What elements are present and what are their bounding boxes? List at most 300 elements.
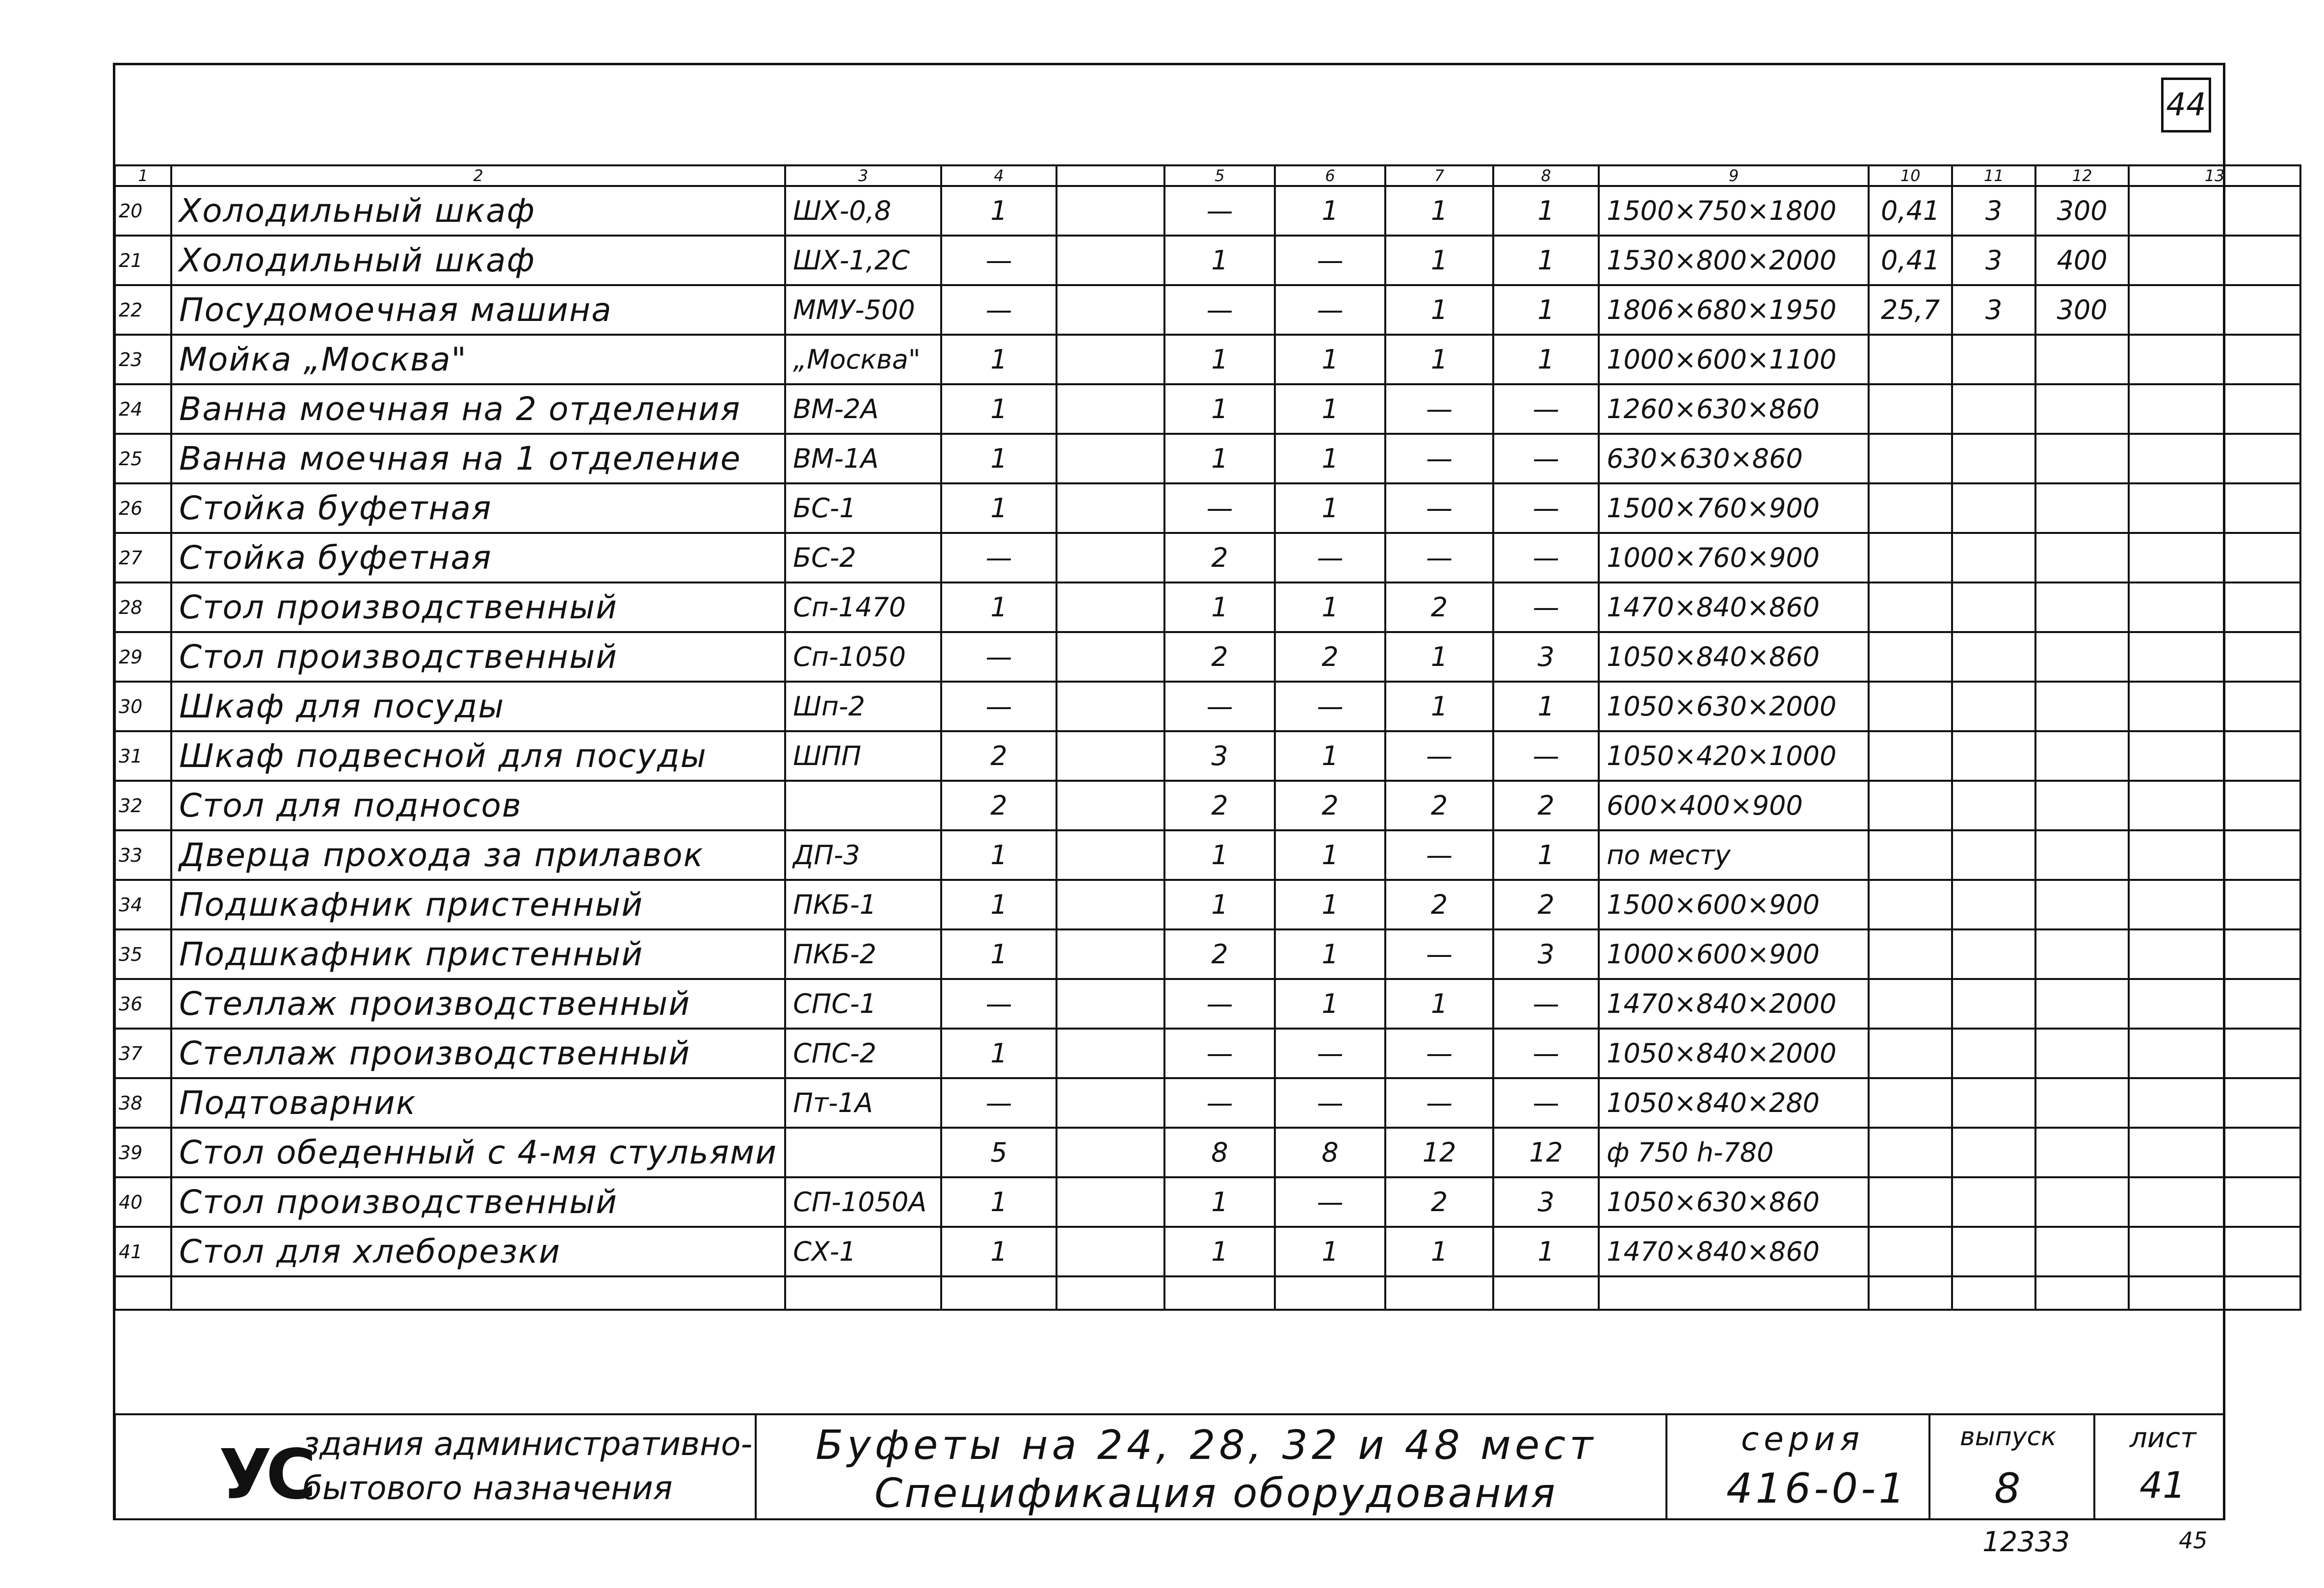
qty-col-7: — xyxy=(1385,830,1493,880)
table-row xyxy=(115,880,2300,929)
qty-col-5: — xyxy=(1164,186,1275,236)
title-cell xyxy=(755,1413,1667,1520)
qty-col-4: 1 xyxy=(941,830,1056,880)
col-12 xyxy=(2035,483,2129,533)
qty-col-4: 1 xyxy=(941,434,1056,483)
col-12 xyxy=(2035,582,2129,632)
table-row xyxy=(115,434,2300,483)
table-row xyxy=(115,533,2300,582)
col-12 xyxy=(2035,1227,2129,1276)
col-13 xyxy=(2129,186,2300,236)
qty-col-6: — xyxy=(1275,236,1385,285)
qty-col-4b xyxy=(1056,434,1164,483)
qty-col-4: 1 xyxy=(941,880,1056,929)
qty-col-8: — xyxy=(1493,979,1599,1029)
item-name: Мойка „Москва" xyxy=(171,335,785,384)
qty-col-8: — xyxy=(1493,1078,1599,1128)
qty-col-8: 1 xyxy=(1493,682,1599,731)
item-name: Стеллаж производственный xyxy=(171,979,785,1029)
row-number: 22 xyxy=(115,285,171,335)
qty-col-8: 1 xyxy=(1493,285,1599,335)
qty-col-6: 1 xyxy=(1275,335,1385,384)
col-11 xyxy=(1952,979,2035,1029)
col-13 xyxy=(2129,236,2300,285)
qty-col-8: — xyxy=(1493,483,1599,533)
power xyxy=(1869,434,1952,483)
dimensions: 1000×600×900 xyxy=(1599,929,1869,979)
dimensions: 1806×680×1950 xyxy=(1599,285,1869,335)
qty-col-4: 1 xyxy=(941,582,1056,632)
dimensions: 1470×840×860 xyxy=(1599,1227,1869,1276)
qty-col-5: 8 xyxy=(1164,1128,1275,1177)
item-name: Подшкафник пристенный xyxy=(171,880,785,929)
col-13 xyxy=(2129,929,2300,979)
qty-col-5: 1 xyxy=(1164,582,1275,632)
qty-col-4b xyxy=(1056,830,1164,880)
col-11: 3 xyxy=(1952,186,2035,236)
qty-col-6: 1 xyxy=(1275,186,1385,236)
qty-col-4b xyxy=(1056,880,1164,929)
title-block xyxy=(114,1413,2225,1520)
qty-col-6: — xyxy=(1275,285,1385,335)
qty-col-5: 1 xyxy=(1164,880,1275,929)
qty-col-4: 1 xyxy=(941,335,1056,384)
item-mark: СХ-1 xyxy=(785,1227,941,1276)
qty-col-5: 1 xyxy=(1164,434,1275,483)
blank-cell xyxy=(785,1276,941,1310)
qty-col-5: — xyxy=(1164,285,1275,335)
table-row xyxy=(115,682,2300,731)
qty-col-4b xyxy=(1056,682,1164,731)
item-name: Стойка буфетная xyxy=(171,483,785,533)
qty-col-7: 1 xyxy=(1385,186,1493,236)
power: 0,41 xyxy=(1869,236,1952,285)
power xyxy=(1869,979,1952,1029)
col-11 xyxy=(1952,335,2035,384)
qty-col-4b xyxy=(1056,979,1164,1029)
dimensions: ф 750 h-780 xyxy=(1599,1128,1869,1177)
col-12: 300 xyxy=(2035,285,2129,335)
qty-col-8: 2 xyxy=(1493,781,1599,830)
qty-col-7: 1 xyxy=(1385,979,1493,1029)
qty-col-8: — xyxy=(1493,582,1599,632)
dimensions: 1050×840×2000 xyxy=(1599,1029,1869,1078)
qty-col-5: 2 xyxy=(1164,929,1275,979)
qty-col-6: 1 xyxy=(1275,434,1385,483)
blank-cell xyxy=(2035,1276,2129,1310)
row-number: 36 xyxy=(115,979,171,1029)
qty-col-6: — xyxy=(1275,1177,1385,1227)
power xyxy=(1869,830,1952,880)
col-12 xyxy=(2035,533,2129,582)
qty-col-6: 1 xyxy=(1275,731,1385,781)
item-name: Ванна моечная на 2 отделения xyxy=(171,384,785,434)
qty-col-4b xyxy=(1056,186,1164,236)
blank-cell xyxy=(1599,1276,1869,1310)
row-number: 27 xyxy=(115,533,171,582)
item-mark: ВМ-1А xyxy=(785,434,941,483)
blank-cell xyxy=(941,1276,1056,1310)
item-name: Стойка буфетная xyxy=(171,533,785,582)
col-11 xyxy=(1952,1029,2035,1078)
qty-col-5: 1 xyxy=(1164,236,1275,285)
table-row xyxy=(115,1177,2300,1227)
blank-cell xyxy=(1493,1276,1599,1310)
qty-col-6: — xyxy=(1275,1078,1385,1128)
item-mark: ШПП xyxy=(785,731,941,781)
col-13 xyxy=(2129,1078,2300,1128)
col-13 xyxy=(2129,582,2300,632)
qty-col-5: 1 xyxy=(1164,384,1275,434)
col-11 xyxy=(1952,682,2035,731)
table-row xyxy=(115,285,2300,335)
col-12 xyxy=(2035,682,2129,731)
col-13 xyxy=(2129,830,2300,880)
qty-col-4: 1 xyxy=(941,929,1056,979)
logo: УС xyxy=(219,1435,311,1515)
item-name: Стол для хлеборезки xyxy=(171,1227,785,1276)
dimensions: 1050×630×860 xyxy=(1599,1177,1869,1227)
column-number: 2 xyxy=(171,165,785,186)
qty-col-4b xyxy=(1056,582,1164,632)
qty-col-7: 2 xyxy=(1385,781,1493,830)
power: 25,7 xyxy=(1869,285,1952,335)
row-number: 34 xyxy=(115,880,171,929)
qty-col-4b xyxy=(1056,731,1164,781)
item-name: Стол производственный xyxy=(171,632,785,682)
qty-col-5: — xyxy=(1164,1029,1275,1078)
power xyxy=(1869,1128,1952,1177)
col-13 xyxy=(2129,384,2300,434)
dimensions: 1470×840×860 xyxy=(1599,582,1869,632)
dimensions: 1500×760×900 xyxy=(1599,483,1869,533)
col-11 xyxy=(1952,1177,2035,1227)
sheet-cell xyxy=(2093,1413,2225,1520)
qty-col-6: 1 xyxy=(1275,929,1385,979)
row-number: 26 xyxy=(115,483,171,533)
qty-col-8: 3 xyxy=(1493,1177,1599,1227)
qty-col-4b xyxy=(1056,1227,1164,1276)
item-mark xyxy=(785,781,941,830)
column-number-row xyxy=(115,165,2300,186)
row-number: 21 xyxy=(115,236,171,285)
item-mark: СПС-1 xyxy=(785,979,941,1029)
row-number: 29 xyxy=(115,632,171,682)
item-mark: Сп-1050 xyxy=(785,632,941,682)
qty-col-6: 1 xyxy=(1275,384,1385,434)
power xyxy=(1869,1177,1952,1227)
qty-col-4: 1 xyxy=(941,1029,1056,1078)
dimensions: 1530×800×2000 xyxy=(1599,236,1869,285)
qty-col-8: 3 xyxy=(1493,929,1599,979)
qty-col-4: 1 xyxy=(941,186,1056,236)
qty-col-6: — xyxy=(1275,682,1385,731)
power xyxy=(1869,880,1952,929)
qty-col-5: 2 xyxy=(1164,632,1275,682)
col-11: 3 xyxy=(1952,236,2035,285)
item-name: Стол производственный xyxy=(171,582,785,632)
qty-col-4: 1 xyxy=(941,1177,1056,1227)
column-number: 3 xyxy=(785,165,941,186)
qty-col-4: 2 xyxy=(941,731,1056,781)
qty-col-4b xyxy=(1056,335,1164,384)
dimensions: 1050×630×2000 xyxy=(1599,682,1869,731)
table-row xyxy=(115,929,2300,979)
row-number: 39 xyxy=(115,1128,171,1177)
qty-col-7: — xyxy=(1385,1078,1493,1128)
item-mark: ПКБ-2 xyxy=(785,929,941,979)
table-row xyxy=(115,781,2300,830)
dimensions: 1500×600×900 xyxy=(1599,880,1869,929)
qty-col-6: 1 xyxy=(1275,979,1385,1029)
dimensions: 1000×600×1100 xyxy=(1599,335,1869,384)
qty-col-8: 1 xyxy=(1493,335,1599,384)
qty-col-4: — xyxy=(941,1078,1056,1128)
qty-col-4b xyxy=(1056,285,1164,335)
col-11 xyxy=(1952,1128,2035,1177)
qty-col-4: 2 xyxy=(941,781,1056,830)
item-mark: ШХ-0,8 xyxy=(785,186,941,236)
row-number: 33 xyxy=(115,830,171,880)
item-name: Стеллаж производственный xyxy=(171,1029,785,1078)
qty-col-8: 1 xyxy=(1493,236,1599,285)
qty-col-6: 1 xyxy=(1275,830,1385,880)
col-11 xyxy=(1952,731,2035,781)
power: 0,41 xyxy=(1869,186,1952,236)
qty-col-7: 1 xyxy=(1385,632,1493,682)
col-12 xyxy=(2035,1029,2129,1078)
column-number: 13 xyxy=(2129,165,2300,186)
title-line-1: Буфеты на 24, 28, 32 и 48 мест xyxy=(816,1422,1597,1469)
qty-col-6: — xyxy=(1275,1029,1385,1078)
item-name: Холодильный шкаф xyxy=(171,186,785,236)
series-label: серия xyxy=(1741,1420,1865,1458)
qty-col-8: 2 xyxy=(1493,880,1599,929)
qty-col-4b xyxy=(1056,1029,1164,1078)
qty-col-4: — xyxy=(941,285,1056,335)
dimensions: по месту xyxy=(1599,830,1869,880)
sheet-value: 41 xyxy=(2139,1464,2186,1507)
dimensions: 1050×840×280 xyxy=(1599,1078,1869,1128)
item-mark: БС-1 xyxy=(785,483,941,533)
column-number: 4 xyxy=(941,165,1056,186)
item-mark: ПКБ-1 xyxy=(785,880,941,929)
col-13 xyxy=(2129,880,2300,929)
col-11 xyxy=(1952,880,2035,929)
blank-row xyxy=(115,1276,2300,1310)
col-12: 300 xyxy=(2035,186,2129,236)
power xyxy=(1869,1227,1952,1276)
item-name: Посудомоечная машина xyxy=(171,285,785,335)
qty-col-7: 2 xyxy=(1385,1177,1493,1227)
col-12 xyxy=(2035,929,2129,979)
item-mark: Шп-2 xyxy=(785,682,941,731)
qty-col-8: 1 xyxy=(1493,830,1599,880)
qty-col-5: 1 xyxy=(1164,830,1275,880)
dimensions: 1260×630×860 xyxy=(1599,384,1869,434)
blank-cell xyxy=(1869,1276,1952,1310)
dimensions: 600×400×900 xyxy=(1599,781,1869,830)
qty-col-7: 1 xyxy=(1385,1227,1493,1276)
qty-col-7: 1 xyxy=(1385,285,1493,335)
col-11 xyxy=(1952,781,2035,830)
row-number: 28 xyxy=(115,582,171,632)
power xyxy=(1869,533,1952,582)
blank-cell xyxy=(2129,1276,2300,1310)
col-11 xyxy=(1952,830,2035,880)
column-number: 5 xyxy=(1164,165,1275,186)
qty-col-7: 1 xyxy=(1385,236,1493,285)
org-line-2: бытового назначения xyxy=(302,1469,673,1507)
table-row xyxy=(115,236,2300,285)
item-mark: Сп-1470 xyxy=(785,582,941,632)
qty-col-4: — xyxy=(941,682,1056,731)
qty-col-6: 8 xyxy=(1275,1128,1385,1177)
col-12 xyxy=(2035,979,2129,1029)
org-line-1: здания административно- xyxy=(302,1425,753,1463)
item-mark xyxy=(785,1128,941,1177)
qty-col-4: 1 xyxy=(941,483,1056,533)
item-mark: ММУ-500 xyxy=(785,285,941,335)
item-mark: ВМ-2А xyxy=(785,384,941,434)
item-mark: СП-1050А xyxy=(785,1177,941,1227)
col-12 xyxy=(2035,731,2129,781)
qty-col-5: — xyxy=(1164,682,1275,731)
blank-cell xyxy=(115,1276,171,1310)
qty-col-6: 1 xyxy=(1275,1227,1385,1276)
column-number: 10 xyxy=(1869,165,1952,186)
col-12 xyxy=(2035,1177,2129,1227)
col-12 xyxy=(2035,1078,2129,1128)
sheet-label: лист xyxy=(2130,1422,2196,1454)
dimensions: 630×630×860 xyxy=(1599,434,1869,483)
table-row xyxy=(115,384,2300,434)
row-number: 38 xyxy=(115,1078,171,1128)
col-13 xyxy=(2129,682,2300,731)
table-row xyxy=(115,335,2300,384)
table-row xyxy=(115,1029,2300,1078)
item-mark: ДП-3 xyxy=(785,830,941,880)
col-13 xyxy=(2129,1177,2300,1227)
qty-col-7: — xyxy=(1385,731,1493,781)
power xyxy=(1869,1078,1952,1128)
qty-col-4b xyxy=(1056,1177,1164,1227)
col-13 xyxy=(2129,979,2300,1029)
power xyxy=(1869,335,1952,384)
row-number: 20 xyxy=(115,186,171,236)
qty-col-8: 1 xyxy=(1493,186,1599,236)
qty-col-7: — xyxy=(1385,533,1493,582)
table-row xyxy=(115,979,2300,1029)
row-number: 40 xyxy=(115,1177,171,1227)
blank-cell xyxy=(1275,1276,1385,1310)
power xyxy=(1869,682,1952,731)
row-number: 23 xyxy=(115,335,171,384)
column-number: 11 xyxy=(1952,165,2035,186)
dimensions: 1470×840×2000 xyxy=(1599,979,1869,1029)
column-number: 9 xyxy=(1599,165,1869,186)
qty-col-4: — xyxy=(941,533,1056,582)
issue-cell xyxy=(1928,1413,2095,1520)
qty-col-5: — xyxy=(1164,483,1275,533)
col-13 xyxy=(2129,632,2300,682)
qty-col-4: 5 xyxy=(941,1128,1056,1177)
row-number: 37 xyxy=(115,1029,171,1078)
qty-col-8: 3 xyxy=(1493,632,1599,682)
dimensions: 1000×760×900 xyxy=(1599,533,1869,582)
power xyxy=(1869,731,1952,781)
col-11 xyxy=(1952,434,2035,483)
series-value: 416-0-1 xyxy=(1726,1464,1908,1512)
qty-col-5: 1 xyxy=(1164,335,1275,384)
table-row xyxy=(115,1128,2300,1177)
row-number: 31 xyxy=(115,731,171,781)
col-13 xyxy=(2129,335,2300,384)
col-13 xyxy=(2129,483,2300,533)
power xyxy=(1869,1029,1952,1078)
item-name: Холодильный шкаф xyxy=(171,236,785,285)
table-row xyxy=(115,731,2300,781)
col-13 xyxy=(2129,781,2300,830)
qty-col-4b xyxy=(1056,236,1164,285)
qty-col-6: 1 xyxy=(1275,483,1385,533)
blank-cell xyxy=(1164,1276,1275,1310)
qty-col-7: 1 xyxy=(1385,682,1493,731)
dimensions: 1050×840×860 xyxy=(1599,632,1869,682)
row-number: 24 xyxy=(115,384,171,434)
qty-col-7: — xyxy=(1385,384,1493,434)
qty-col-7: 2 xyxy=(1385,582,1493,632)
qty-col-8: 1 xyxy=(1493,1227,1599,1276)
column-number: 6 xyxy=(1275,165,1385,186)
col-12 xyxy=(2035,434,2129,483)
page-number-box: 44 xyxy=(2161,78,2211,132)
item-name: Дверца прохода за прилавок xyxy=(171,830,785,880)
qty-col-4b xyxy=(1056,929,1164,979)
qty-col-4: 1 xyxy=(941,1227,1056,1276)
col-11 xyxy=(1952,632,2035,682)
qty-col-7: — xyxy=(1385,1029,1493,1078)
qty-col-4b xyxy=(1056,384,1164,434)
qty-col-7: 1 xyxy=(1385,335,1493,384)
qty-col-5: — xyxy=(1164,979,1275,1029)
col-11 xyxy=(1952,384,2035,434)
qty-col-5: — xyxy=(1164,1078,1275,1128)
qty-col-4b xyxy=(1056,533,1164,582)
qty-col-6: — xyxy=(1275,533,1385,582)
dimensions: 1500×750×1800 xyxy=(1599,186,1869,236)
qty-col-5: 1 xyxy=(1164,1177,1275,1227)
page-stamp: 45 xyxy=(2179,1527,2208,1554)
column-number: 7 xyxy=(1385,165,1493,186)
power xyxy=(1869,929,1952,979)
qty-col-8: — xyxy=(1493,384,1599,434)
table-row xyxy=(115,1227,2300,1276)
col-13 xyxy=(2129,1227,2300,1276)
col-13 xyxy=(2129,1128,2300,1177)
qty-col-7: 2 xyxy=(1385,880,1493,929)
item-mark: ШХ-1,2С xyxy=(785,236,941,285)
item-mark: СПС-2 xyxy=(785,1029,941,1078)
blank-cell xyxy=(1385,1276,1493,1310)
row-number: 25 xyxy=(115,434,171,483)
power xyxy=(1869,781,1952,830)
row-number: 41 xyxy=(115,1227,171,1276)
col-11: 3 xyxy=(1952,285,2035,335)
qty-col-7: — xyxy=(1385,434,1493,483)
column-number: 8 xyxy=(1493,165,1599,186)
item-mark: БС-2 xyxy=(785,533,941,582)
